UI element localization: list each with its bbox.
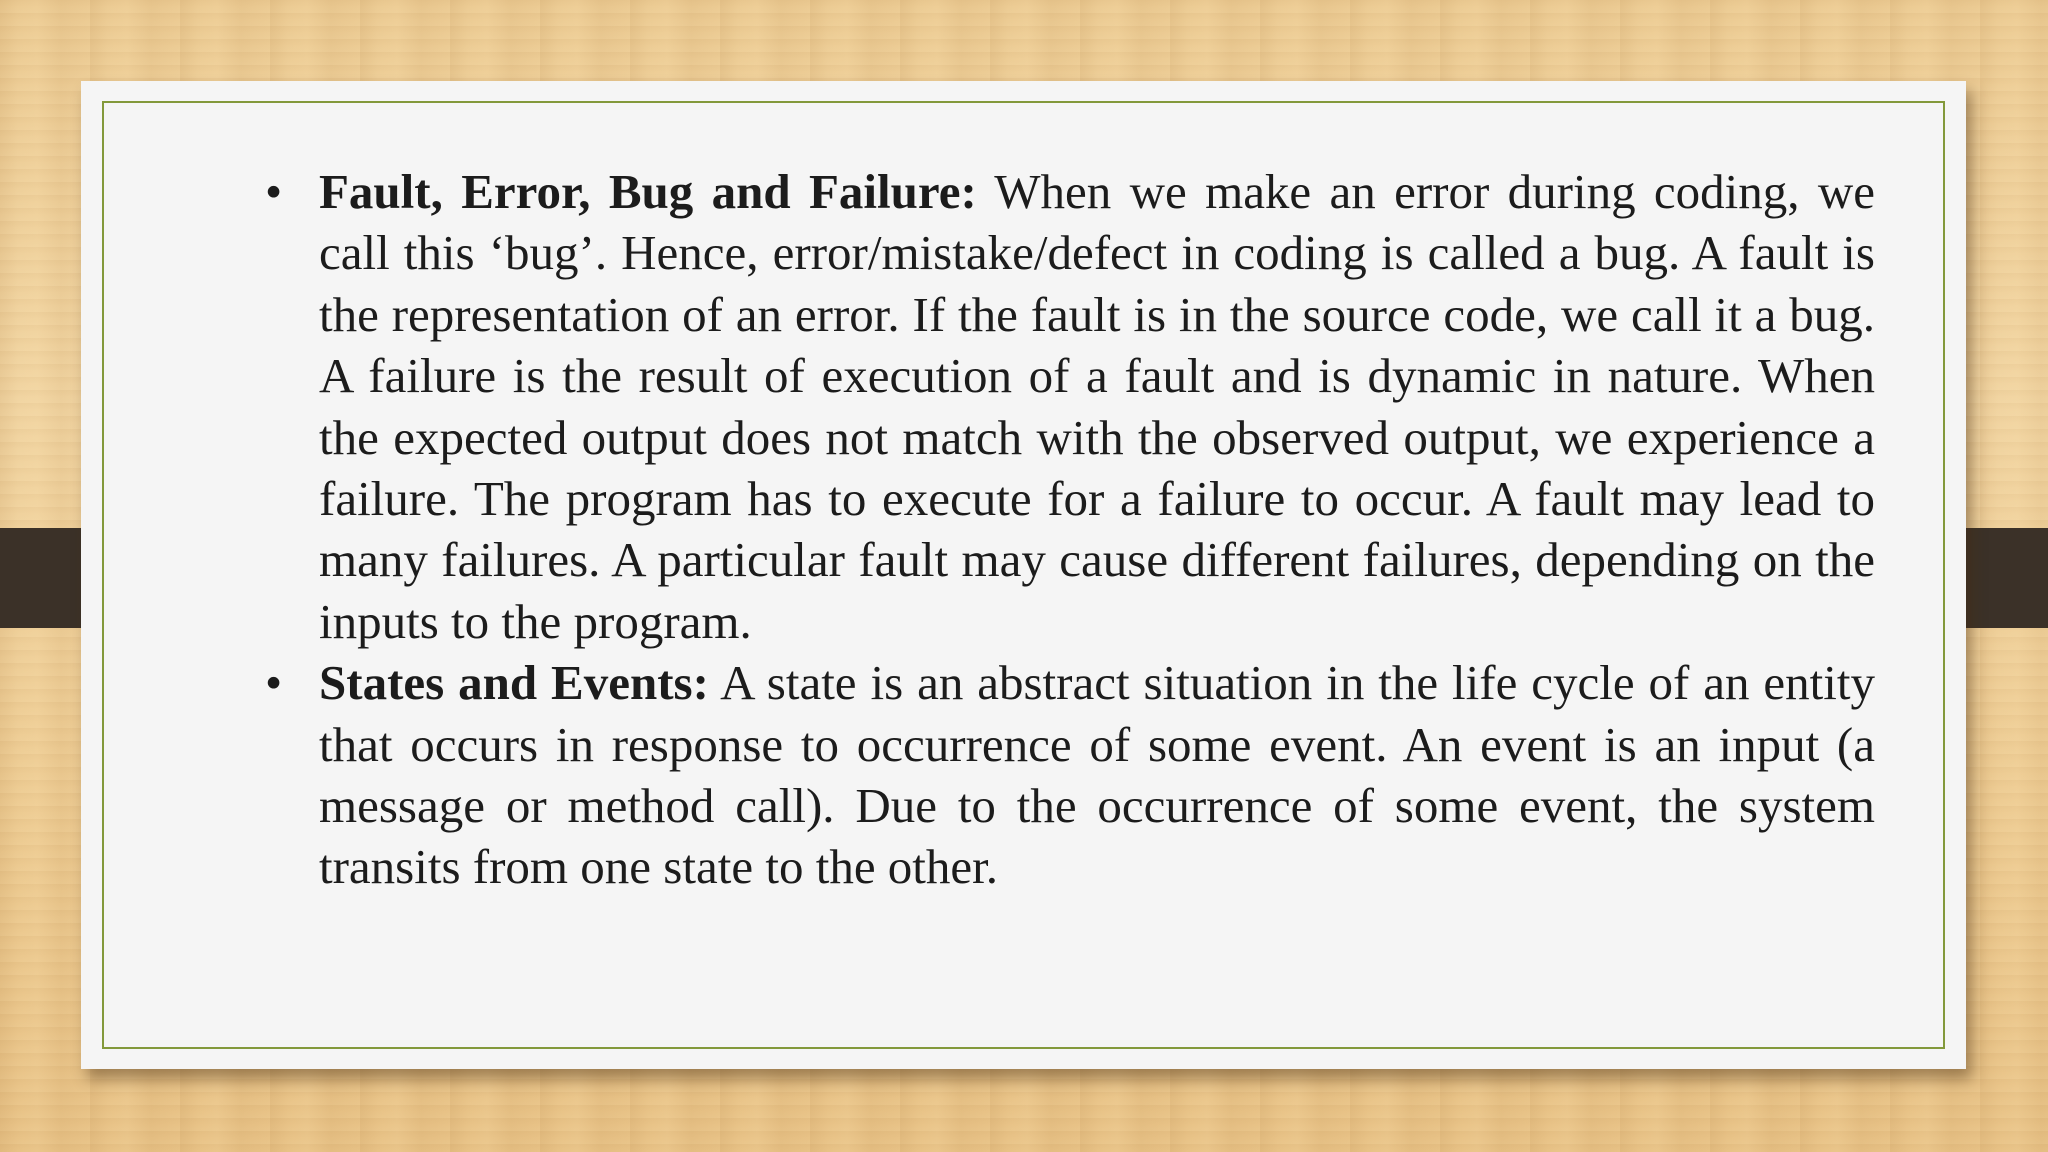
bullet-list — [239, 161, 1875, 898]
slide-content — [239, 161, 1875, 898]
bullet-dot-icon: • — [265, 655, 283, 711]
slide-card — [81, 81, 1966, 1069]
bullet-dot-icon: • — [265, 164, 283, 219]
bullet-item-states-events — [239, 652, 1875, 898]
bullet-term: States and Events: — [319, 655, 709, 711]
bullet-text: A state is an abstract situation in the life cycle of an entity that occurs in response to occurrence of some event. An event is an input (a message or method call). Due to the occurrence of some event, the system transits from one state to the other. — [319, 655, 1876, 895]
bullet-text: When we make an error during coding, we call this ‘bug’. Hence, error/mistake/defect in coding is called a bug. A fault is the representation of an error. If the fault is in the source code, we call it a bug. A failure is the result of execution of a fault and is dynamic in nature. When the expected output does not match with the observed output, we experience a failure. The program has to execute for a failure to occur. A fault may lead to many failures. A particular fault may cause different failures, depending on the inputs to the program. — [319, 164, 1876, 649]
bullet-item-fault-error-bug-failure — [239, 161, 1875, 652]
bullet-term: Fault, Error, Bug and Failure: — [319, 164, 977, 219]
